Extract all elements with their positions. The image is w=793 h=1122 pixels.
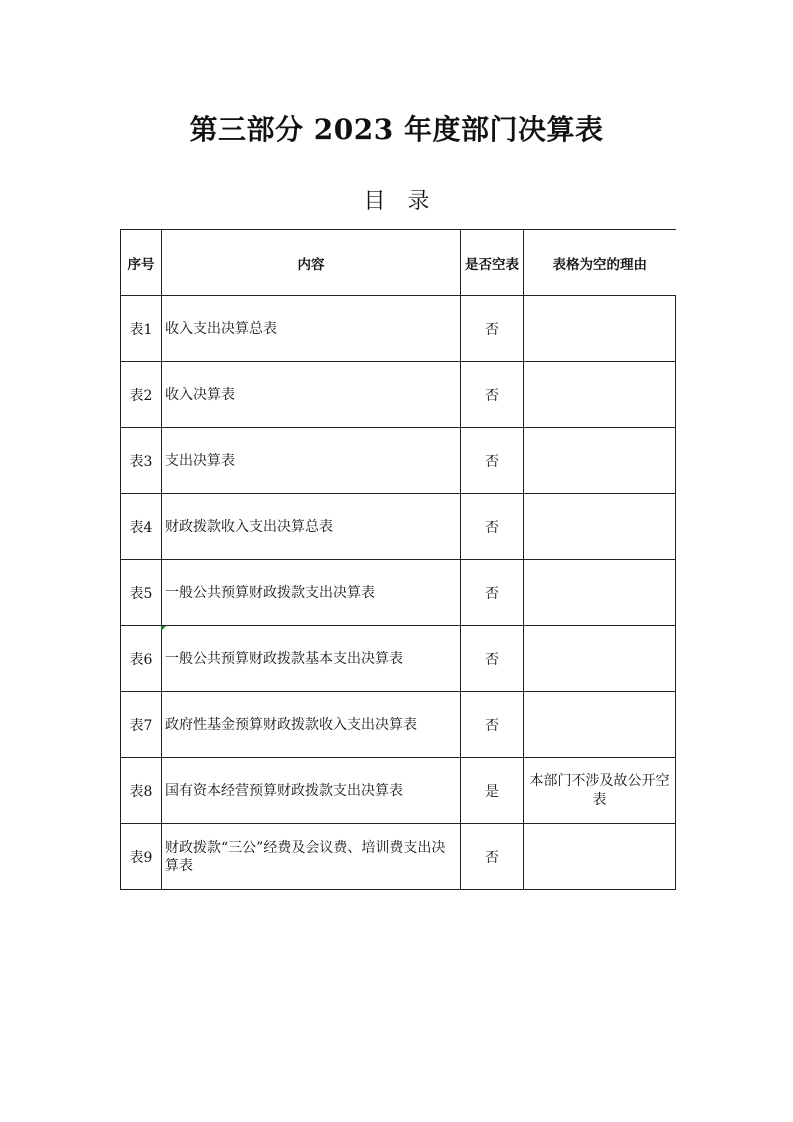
row-number: 表9 xyxy=(121,824,162,890)
table-row xyxy=(121,296,676,362)
row-number: 表2 xyxy=(121,362,162,428)
header-is-empty: 是否空表 xyxy=(461,230,524,296)
row-reason xyxy=(524,560,676,626)
table-row xyxy=(121,692,676,758)
row-is-empty: 否 xyxy=(461,626,524,692)
row-reason xyxy=(524,296,676,362)
row-number: 表6 xyxy=(121,626,162,692)
header-content: 内容 xyxy=(162,230,461,296)
row-number: 表3 xyxy=(121,428,162,494)
row-content: 一般公共预算财政拨款基本支出决算表 xyxy=(162,626,461,692)
table-row xyxy=(121,560,676,626)
toc-table xyxy=(120,229,676,890)
row-is-empty: 否 xyxy=(461,692,524,758)
row-reason xyxy=(524,428,676,494)
header-no: 序号 xyxy=(121,230,162,296)
row-number: 表7 xyxy=(121,692,162,758)
table-row xyxy=(121,362,676,428)
table-row xyxy=(121,626,676,692)
row-content: 收入支出决算总表 xyxy=(162,296,461,362)
row-reason xyxy=(524,626,676,692)
row-number: 表4 xyxy=(121,494,162,560)
row-content: 国有资本经营预算财政拨款支出决算表 xyxy=(162,758,461,824)
table-of-contents-heading: 目录 xyxy=(363,189,452,214)
row-reason xyxy=(524,824,676,890)
row-is-empty: 否 xyxy=(461,428,524,494)
cell-comment-marker xyxy=(161,626,166,631)
row-is-empty: 否 xyxy=(461,494,524,560)
table-row xyxy=(121,428,676,494)
table-row xyxy=(121,494,676,560)
page-title: 第三部分 2023 年度部门决算表 xyxy=(189,113,604,146)
row-number: 表5 xyxy=(121,560,162,626)
row-is-empty: 否 xyxy=(461,296,524,362)
table-row xyxy=(121,758,676,824)
table-header-row xyxy=(121,230,676,296)
row-reason xyxy=(524,494,676,560)
row-number: 表1 xyxy=(121,296,162,362)
table-row xyxy=(121,824,676,890)
row-is-empty: 否 xyxy=(461,560,524,626)
row-content: 财政拨款“三公”经费及会议费、培训费支出决算表 xyxy=(162,824,461,890)
row-reason xyxy=(524,362,676,428)
row-reason: 本部门不涉及故公开空表 xyxy=(524,758,676,824)
row-content: 一般公共预算财政拨款支出决算表 xyxy=(162,560,461,626)
row-is-empty: 是 xyxy=(461,758,524,824)
row-number: 表8 xyxy=(121,758,162,824)
table-body xyxy=(121,296,676,890)
row-content: 政府性基金预算财政拨款收入支出决算表 xyxy=(162,692,461,758)
row-content: 支出决算表 xyxy=(162,428,461,494)
header-reason: 表格为空的理由 xyxy=(524,230,676,296)
row-is-empty: 否 xyxy=(461,824,524,890)
row-content: 收入决算表 xyxy=(162,362,461,428)
row-content: 财政拨款收入支出决算总表 xyxy=(162,494,461,560)
row-is-empty: 否 xyxy=(461,362,524,428)
row-reason xyxy=(524,692,676,758)
